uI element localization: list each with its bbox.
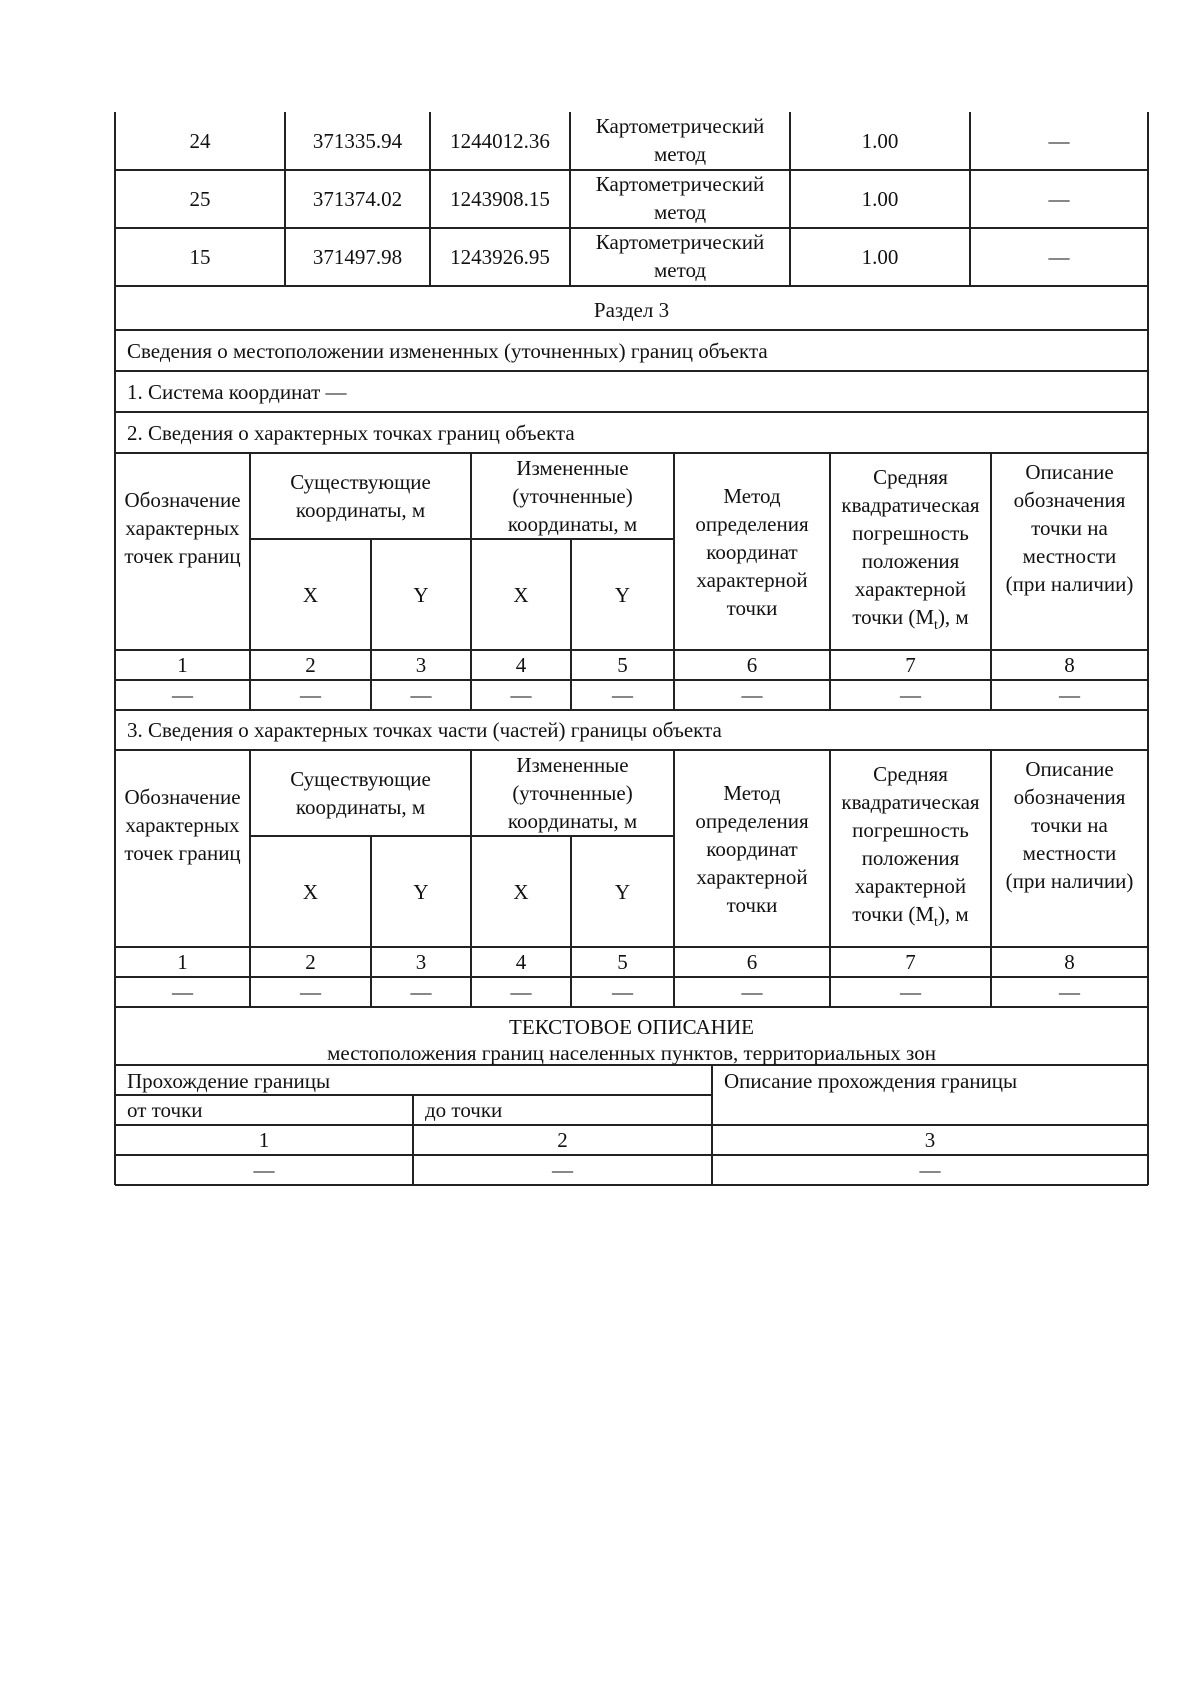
to-point-header: до точки xyxy=(425,1098,503,1122)
from-point-header: от точки xyxy=(127,1098,203,1122)
text-desc-column-number: 1 xyxy=(258,1128,270,1152)
points-table-column-number: 8 xyxy=(1064,653,1075,677)
parts-section-title: 3. Сведения о характерных точках части (частей) границы объекта xyxy=(127,718,722,742)
parts-table-empty-cell: — xyxy=(172,980,193,1004)
description-cell: — xyxy=(1048,245,1070,269)
points-table-column-number: 2 xyxy=(305,653,316,677)
points-table-empty-cell: — xyxy=(410,683,432,707)
points-table-empty-cell: — xyxy=(900,683,921,707)
text-desc-column-number: 2 xyxy=(557,1128,568,1152)
points-table-changed-x-header: X xyxy=(513,582,529,607)
accuracy-cell: 1.00 xyxy=(861,245,899,269)
points-table-existing-header: Существующие координаты, м xyxy=(290,470,431,522)
points-table-description-header: Описание обозначения точки на местности (при наличии) xyxy=(1005,460,1134,596)
parts-table-designation-header: Обозначение характерных точек границ xyxy=(124,785,241,865)
parts-table-column-number: 6 xyxy=(746,950,758,974)
table-rule xyxy=(115,329,1148,331)
parts-table-empty-cell: — xyxy=(1059,980,1080,1004)
passage-header: Прохождение границы xyxy=(127,1069,331,1093)
parts-table-column-number: 1 xyxy=(177,950,188,974)
coord-x-cell: 371335.94 xyxy=(312,129,403,153)
point-number-cell: 24 xyxy=(189,129,211,153)
parts-table-changed-header: Измененные (уточненные) координаты, м xyxy=(507,753,638,833)
points-table-column-number: 5 xyxy=(617,653,628,677)
accuracy-cell: 1.00 xyxy=(861,187,899,211)
points-table-method-header: Метод определения координат характерной точки xyxy=(695,483,809,620)
accuracy-label: Средняя квадратическая погрешность положения характерной точки (M xyxy=(841,761,980,926)
parts-table-column-number: 2 xyxy=(305,950,316,974)
accuracy-subscript: t xyxy=(934,915,938,931)
parts-table-column-number: 3 xyxy=(415,950,427,974)
points-table-existing-y-header: Y xyxy=(413,582,429,607)
parts-table-column-number: 4 xyxy=(515,950,527,974)
section-title: Раздел 3 xyxy=(593,298,670,322)
accuracy-label: Средняя квадратическая погрешность положения характерной точки (M xyxy=(841,464,980,629)
method-cell: Картометрический метод xyxy=(595,114,765,166)
points-table-empty-cell: — xyxy=(300,683,321,707)
point-number-cell: 15 xyxy=(189,245,211,269)
parts-table-existing-header: Существующие координаты, м xyxy=(290,767,431,819)
parts-table-existing-y-header: Y xyxy=(413,879,429,904)
description-cell: — xyxy=(1048,129,1070,153)
points-table-existing-x-header: X xyxy=(302,582,319,607)
description-cell: — xyxy=(1048,187,1070,211)
text-description-title: ТЕКСТОВОЕ ОПИСАНИЕ xyxy=(509,1015,754,1039)
coord-y-cell: 1243926.95 xyxy=(450,245,550,269)
text-desc-empty-cell: — xyxy=(253,1158,275,1182)
accuracy-unit: ), м xyxy=(937,604,969,629)
parts-table-empty-cell: — xyxy=(900,980,921,1004)
coord-x-cell: 371497.98 xyxy=(312,245,403,269)
parts-table-column-number: 8 xyxy=(1064,950,1075,974)
point-number-cell: 25 xyxy=(189,187,211,211)
text-desc-empty-cell: — xyxy=(919,1158,941,1182)
passage-description-header: Описание прохождения границы xyxy=(724,1069,1018,1093)
parts-table-column-number: 5 xyxy=(617,950,628,974)
coord-x-cell: 371374.02 xyxy=(312,187,403,211)
parts-table-accuracy-header xyxy=(830,750,991,947)
points-table-designation-header: Обозначение характерных точек границ xyxy=(124,488,241,568)
points-table-changed-y-header: Y xyxy=(614,582,631,607)
parts-table-changed-y-header: Y xyxy=(614,879,631,904)
points-table-accuracy-header xyxy=(830,453,991,650)
points-table-column-number: 4 xyxy=(515,653,527,677)
parts-table-method-header: Метод определения координат характерной точки xyxy=(695,780,809,917)
parts-table-empty-cell: — xyxy=(410,980,432,1004)
coord-y-cell: 1244012.36 xyxy=(450,129,550,153)
method-cell: Картометрический метод xyxy=(595,172,765,224)
table-rule xyxy=(115,411,1148,413)
parts-table-empty-cell: — xyxy=(300,980,321,1004)
section-subtitle: Сведения о местоположении измененных (уточненных) границ объекта xyxy=(127,339,768,363)
table-rule xyxy=(115,370,1148,372)
parts-table-changed-x-header: X xyxy=(513,879,529,904)
points-table-column-number: 7 xyxy=(905,653,916,677)
coordinate-system-label: 1. Система координат — xyxy=(127,380,347,404)
coord-y-cell: 1243908.15 xyxy=(450,187,550,211)
parts-table-empty-cell: — xyxy=(612,980,633,1004)
points-section-title: 2. Сведения о характерных точках границ объекта xyxy=(127,421,575,445)
parts-table-column-number: 7 xyxy=(905,950,916,974)
points-table-changed-header: Измененные (уточненные) координаты, м xyxy=(507,456,638,536)
parts-table-description-header: Описание обозначения точки на местности (при наличии) xyxy=(1005,757,1134,893)
parts-table-empty-cell: — xyxy=(510,980,532,1004)
points-table-empty-cell: — xyxy=(510,683,532,707)
accuracy-unit: ), м xyxy=(937,901,969,926)
text-desc-empty-cell: — xyxy=(552,1158,573,1182)
method-cell: Картометрический метод xyxy=(595,230,765,282)
points-table-column-number: 6 xyxy=(746,653,758,677)
text-description-subtitle: местоположения границ населенных пунктов, территориальных зон xyxy=(327,1041,936,1065)
points-table-column-number: 1 xyxy=(177,653,188,677)
parts-table-empty-cell: — xyxy=(741,980,763,1004)
parts-table-existing-x-header: X xyxy=(302,879,319,904)
points-table-column-number: 3 xyxy=(415,653,427,677)
points-table-empty-cell: — xyxy=(172,683,193,707)
accuracy-subscript: t xyxy=(934,618,938,634)
points-table-empty-cell: — xyxy=(1059,683,1080,707)
points-table-empty-cell: — xyxy=(612,683,633,707)
accuracy-cell: 1.00 xyxy=(861,129,899,153)
points-table-empty-cell: — xyxy=(741,683,763,707)
text-desc-column-number: 3 xyxy=(924,1128,936,1152)
